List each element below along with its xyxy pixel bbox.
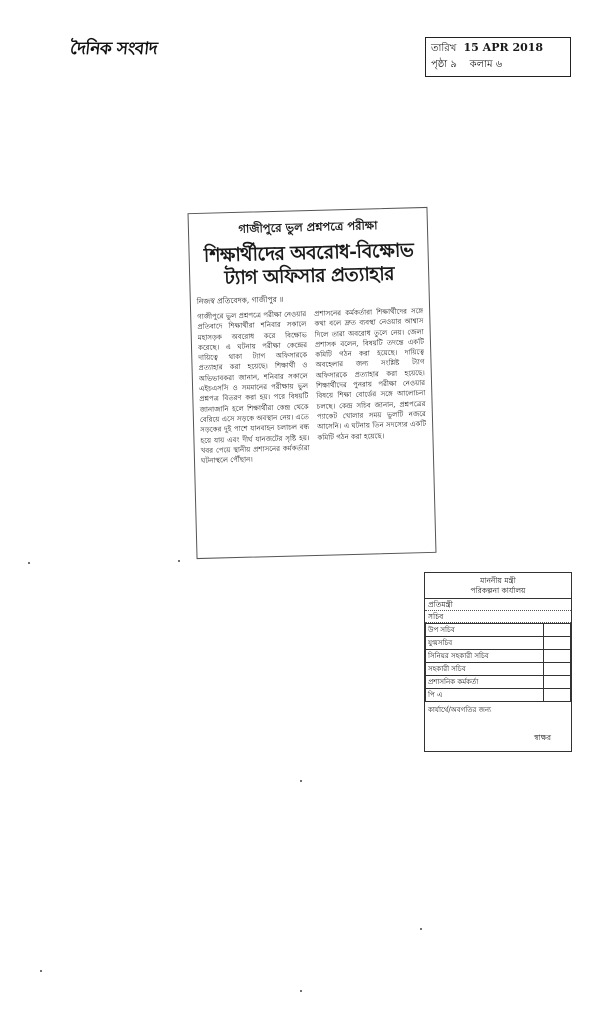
stamp-date-label: তারিখ	[431, 43, 457, 54]
slip-header-line1: মাননীয় মন্ত্রী	[480, 576, 516, 585]
slip-row-label: যুগ্মসচিব	[426, 637, 544, 650]
newspaper-masthead: দৈনিক সংবাদ	[69, 39, 159, 59]
slip-table-row	[426, 676, 571, 689]
slip-row-label: প্রশাসনিক কর্মকর্তা	[426, 676, 544, 689]
slip-row-label: উপ সচিব	[426, 624, 544, 637]
article-kicker: গাজীপুরে ভুল প্রশ্নপত্রে পরীক্ষা	[238, 218, 378, 236]
slip-header-line2: পরিকল্পনা কার্যালয়	[470, 586, 526, 595]
scan-speck	[420, 928, 422, 930]
slip-footer: কার্যার্থে/অবগতির জন্য	[428, 706, 492, 714]
date-stamp	[425, 37, 571, 77]
scan-speck	[300, 990, 302, 992]
slip-signature: স্বাক্ষর	[534, 733, 551, 742]
article-byline: নিজস্ব প্রতিবেদক, গাজীপুর ॥	[196, 294, 284, 306]
slip-table-row	[426, 663, 571, 676]
slip-table-row	[426, 624, 571, 637]
slip-row: প্রতিমন্ত্রী	[425, 599, 571, 611]
slip-tick-cell	[544, 676, 571, 689]
stamp-page-label: পৃষ্ঠা	[431, 59, 448, 70]
article-column-1: গাজীপুরে ভুল প্রশ্নপত্রে পরীক্ষা নেওয়ার প্রতিবাদে শিক্ষার্থীরা শনিবার সকালে মহাসড়ক অবরোধ করে বিক্ষোভ করেছে। এ ঘটনায় পরীক্ষা কেন্দ্রের দায়িত্বে থাকা ট্যাগ অফিসারকে প্রত্যাহার করা হয়েছে। শিক্ষার্থী ও অভিভাবকরা জানান, শনিবার সকালে এইচএসসি ও সমমানের পরীক্ষায় ভুল প্রশ্নপত্র বিতরণ করা হয়। পরে বিষয়টি জানাজানি হলে শিক্ষার্থীরা কেন্দ্র থেকে বেরিয়ে এসে সড়কে অবস্থান নেয়। এতে সড়কের দুই পাশে যানবাহন চলাচল বন্ধ হয়ে যায় এবং দীর্ঘ যানজটের সৃষ্টি হয়। খবর পেয়ে স্থানীয় প্রশাসনের কর্মকর্তারা ঘটনাস্থলে পৌঁছান।	[197, 310, 310, 466]
slip-row-label: সিনিয়র সহকারী সচিব	[426, 650, 544, 663]
stamp-date-row	[431, 40, 565, 57]
slip-tick-cell	[544, 650, 571, 663]
slip-tick-cell	[544, 663, 571, 676]
scan-speck	[28, 562, 30, 564]
scan-speck	[40, 970, 42, 972]
slip-table	[425, 623, 571, 702]
slip-header	[425, 573, 571, 599]
slip-tick-cell	[544, 624, 571, 637]
slip-table-row	[426, 637, 571, 650]
slip-table-row	[426, 650, 571, 663]
routing-slip	[424, 572, 572, 752]
stamp-page-value: ৯	[450, 59, 457, 70]
scan-speck	[300, 780, 302, 782]
slip-row-label: পি এ	[426, 689, 544, 702]
article-body	[197, 306, 429, 560]
stamp-column-label: কলাম	[469, 59, 493, 70]
stamp-date-value: 15 APR 2018	[463, 41, 544, 54]
scan-speck	[178, 560, 180, 562]
stamp-column-value: ৬	[495, 59, 503, 70]
slip-row-label: সহকারী সচিব	[426, 663, 544, 676]
slip-row: সচিব	[425, 611, 571, 623]
news-clipping	[188, 207, 437, 559]
article-column-2: প্রশাসনের কর্মকর্তারা শিক্ষার্থীদের সঙ্গে কথা বলে দ্রুত ব্যবস্থা নেওয়ার আশ্বাস দিলে তারা অবরোধ তুলে নেয়। জেলা প্রশাসক বলেন, বিষয়টি তদন্তে একটি কমিটি গঠন করা হয়েছে। দায়িত্বে অবহেলার জন্য সংশ্লিষ্ট ট্যাগ অফিসারকে প্রত্যাহার করা হয়েছে। শিক্ষার্থীদের পুনরায় পরীক্ষা নেওয়ার বিষয়ে শিক্ষা বোর্ডের সঙ্গে আলোচনা চলছে। কেন্দ্র সচিব জানান, প্রশ্নপত্রের প্যাকেট খোলার সময় ভুলটি নজরে আসেনি। এ ঘটনায় তিন সদস্যের একটি কমিটি গঠন করা হয়েছে।	[314, 307, 427, 442]
slip-tick-cell	[544, 637, 571, 650]
slip-table-row	[426, 689, 571, 702]
slip-tick-cell	[544, 689, 571, 702]
article-headline: শিক্ষার্থীদের অবরোধ-বিক্ষোভ ট্যাগ অফিসার প্রত্যাহার	[203, 239, 414, 290]
stamp-page-row	[431, 57, 565, 73]
